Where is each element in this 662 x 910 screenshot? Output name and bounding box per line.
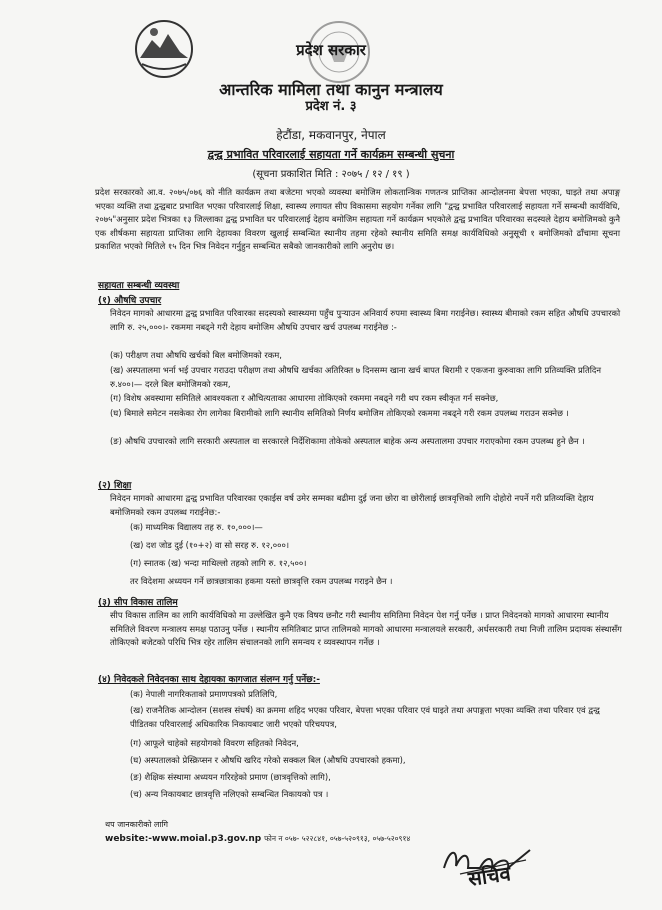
list-item: (ङ) शैक्षिक संस्थामा अध्ययन गरिरहेको प्रमाण (छात्रवृत्तिको लागि), bbox=[130, 772, 331, 782]
list-item: तर विदेशमा अध्ययन गर्ने छात्रछात्राका हकमा यस्तो छात्रवृत्ति रकम उपलब्ध गराइने छैन । bbox=[130, 576, 393, 586]
list-item: (च) अन्य निकायबाट छात्रवृत्ति नलिएको सम्बन्धित निकायको पत्र । bbox=[130, 789, 329, 799]
header-government: प्रदेश सरकार bbox=[296, 41, 366, 59]
section-2-title: (२) शिक्षा bbox=[98, 481, 132, 491]
list-item: (घ) बिमाले समेटन नसकेका रोग लागेका बिरामीको लागि स्थानीय समितिको निर्णय बमोजिम तोकिएको रकममा नबढ्ने गरी रकम उपलब्ध गराउन सक्नेछ । bbox=[110, 408, 569, 418]
section-1-title: (१) औषधि उपचार bbox=[98, 296, 162, 306]
section-1-body: निवेदन मागको आधारमा द्वन्द्व प्रभावित परिवारका सदस्यको स्वास्थ्यमा पहुँच पुर्‍याउन अनिवार्य रुपमा स्वास्थ्य बिमा गराईनेछ। स्वास्थ्य बीमाको रकम सहित औषधि उपचारको लागि रु. २५,०००।- रकममा नबढ्ने गरी देहाय बमोजिम औषधि उपचार खर्च उपलब्ध गराईनेछ :- bbox=[110, 308, 621, 332]
list-item: (ख) राजनैतिक आन्दोलन (सशस्त्र संघर्ष) का क्रममा शहिद भएका परिवार, बेपत्ता भएका परिवार एवं घाइते तथा अपाङ्गता भएका व्यक्ति तथा परिवार एवं द्वन्द्व पीडितका परिवारलाई अधिकारिक निकायबाट जारी भएको परिचयपत्र, bbox=[130, 705, 600, 729]
list-item: (ङ) औषधि उपचारको लागि सरकारी अस्पताल वा सरकारले निर्देशिकामा तोकेको अस्पताल बाहेक अन्य अस्पतालमा उपचार गराएकोमा रकम उपलब्ध हुने छैन । bbox=[110, 436, 585, 446]
publish-date: (सूचना प्रकाशित मिति : २०७५ / १२ / १९ ) bbox=[252, 169, 410, 180]
list-item: (ख) अस्पतालमा भर्ना भई उपचार गराउदा परीक्षण तथा औषधि खर्चका अतिरिक्त ७ दिनसम्म खाना खर्च बापत बिरामी र एकजना कुरुवाका लागि प्रतिव्यक्ति प्रतिदिन रु.४००।— दरले बिल बमोजिमको रकम, bbox=[110, 365, 601, 389]
website-link[interactable]: website:-www.moial.p3.gov.np bbox=[105, 834, 262, 844]
section-3-body: सीप विकास तालिम का लागि कार्यविधिको मा उल्लेखित कुनै एक विषय छनौट गरी स्थानीय समितिमा निवेदन पेश गर्नु पर्नेछ । प्राप्त निवेदनको मागको आधारमा स्थानीय समितिले विवरण मन्त्रालय समक्ष पठाउनु पर्नेछ । स्थानीय समितिबाट प्राप्त तालिमको मागको आधारमा मन्त्रालयले सरकारी, अर्धसरकारी तथा निजी तालिम प्रदायक संस्थासँग तोकिएको बजेटको परिधि भित्र रहेर तालिम संचालनको लागि समन्वय र व्यवस्थापन गर्नेछ । bbox=[110, 610, 622, 647]
section-3-title: (३) सीप विकास तालिम bbox=[98, 598, 178, 608]
intro-paragraph: प्रदेश सरकारको आ.व. २०७५/०७६ को नीति कार्यक्रम तथा बजेटमा भएको व्यवस्था बमोजिम लोकतान्त्रिक गणतन्त्र प्राप्तिका आन्दोलनमा बेपत्ता भएका, घाइते तथा अपाङ्ग भएका व्यक्ति तथा द्वन्द्वबाट प्रभावित भएका परिवारलाई शिक्षा, स्वास्थ्य लगायत सीप विकासमा सहयोग गर्नेका लागि "द्वन्द्व प्रभावित परिवारलाई सहायता गर्ने सम्बन्धी कार्यविधि, २०७५"अनुसार प्रदेश भित्रका १३ जिल्लाका द्वन्द्व प्रभावित घर परिवारलाई देहाय बमोजिम सहायता गर्ने कार्यक्रम भएकोले द्वन्द्व प्रभावित परिवारका सदस्यले देहाय बमोजिमको कुनै एक शीर्षकमा सहायता प्राप्तिका लागि देहायका विवरण खुलाई सम्बन्धित स्थानीय तहमा रहेको स्थानीय समिति समक्ष कार्यविधिको अनुसूची १ बमोजिमको ढाँचामा सूचना प्रकाशित भएको मितिले १५ दिन भित्र निवेदन गर्नुहुन सम्बन्धित सबैको जानकारीको लागि अनुरोध छ। bbox=[95, 187, 620, 251]
list-item: (क) परीक्षण तथा औषधि खर्चको बिल बमोजिमको रकम, bbox=[110, 350, 282, 360]
list-item: (ग) स्नातक (ख) भन्दा माथिल्लो तहको लागि रु. १२,५००। bbox=[130, 558, 307, 568]
contact-line bbox=[105, 834, 410, 844]
list-item: (घ) अस्पतालको प्रेस्क्रिप्सन र औषधि खरिद गरेको सक्कल बिल (औषधि उपचारको हकमा), bbox=[130, 755, 406, 765]
section-2-body: निवेदन मागको आधारमा द्वन्द्व प्रभावित परिवारका एकाईस वर्ष उमेर सम्मका बढीमा दुई जना छोरा वा छोरीलाई छात्रवृत्तिको लागि दोहोरो नपर्ने गरी प्रतिव्यक्ति देहाय बमोजिमको रकम उपलब्ध गराईनेछ:- bbox=[110, 493, 594, 517]
list-item: (ग) आफूले चाहेको सहयोगको विवरण सहितको निवेदन, bbox=[130, 738, 299, 748]
more-info-label: थप जानकारीको लागि bbox=[105, 820, 169, 829]
notice-title: द्वन्द्व प्रभावित परिवारलाई सहायता गर्ने कार्यक्रम सम्बन्धी सुचना bbox=[207, 148, 455, 161]
secretary-title: सचिव bbox=[466, 861, 513, 891]
list-item: (क) नेपाली नागरिकताको प्रमाणपत्रको प्रतिलिपि, bbox=[130, 689, 278, 699]
header-address: हेटौंडा, मकवानपुर, नेपाल bbox=[276, 128, 386, 142]
header-province: प्रदेश नं. ३ bbox=[305, 99, 357, 114]
list-item: (ग) विशेष अवस्थामा समितिले आवश्यकता र औचित्यताका आधारमा तोकिएको रकममा नबढ्ने गरी थप रकम स्वीकृत गर्न सक्नेछ, bbox=[110, 393, 499, 403]
section-4-title: (४) निवेदकले निवेदनका साथ देहायका कागजात संलग्न गर्नु पर्नेछ:- bbox=[98, 675, 320, 685]
arrangement-heading: सहायता सम्बन्धी व्यवस्था bbox=[98, 281, 180, 291]
list-item: (क) माध्यमिक विद्यालय तह रु. १०,०००।— bbox=[130, 522, 263, 532]
phone-numbers: फोन न ०५७- ५२२८४१, ०५७-५२०९१३, ०५७-५२०९१४ bbox=[264, 834, 411, 843]
list-item: (ख) दश जोड दुई (१०+२) वा सो सरह रु. १२,०००। bbox=[130, 540, 289, 550]
header-ministry: आन्तरिक मामिला तथा कानुन मन्त्रालय bbox=[219, 80, 443, 99]
